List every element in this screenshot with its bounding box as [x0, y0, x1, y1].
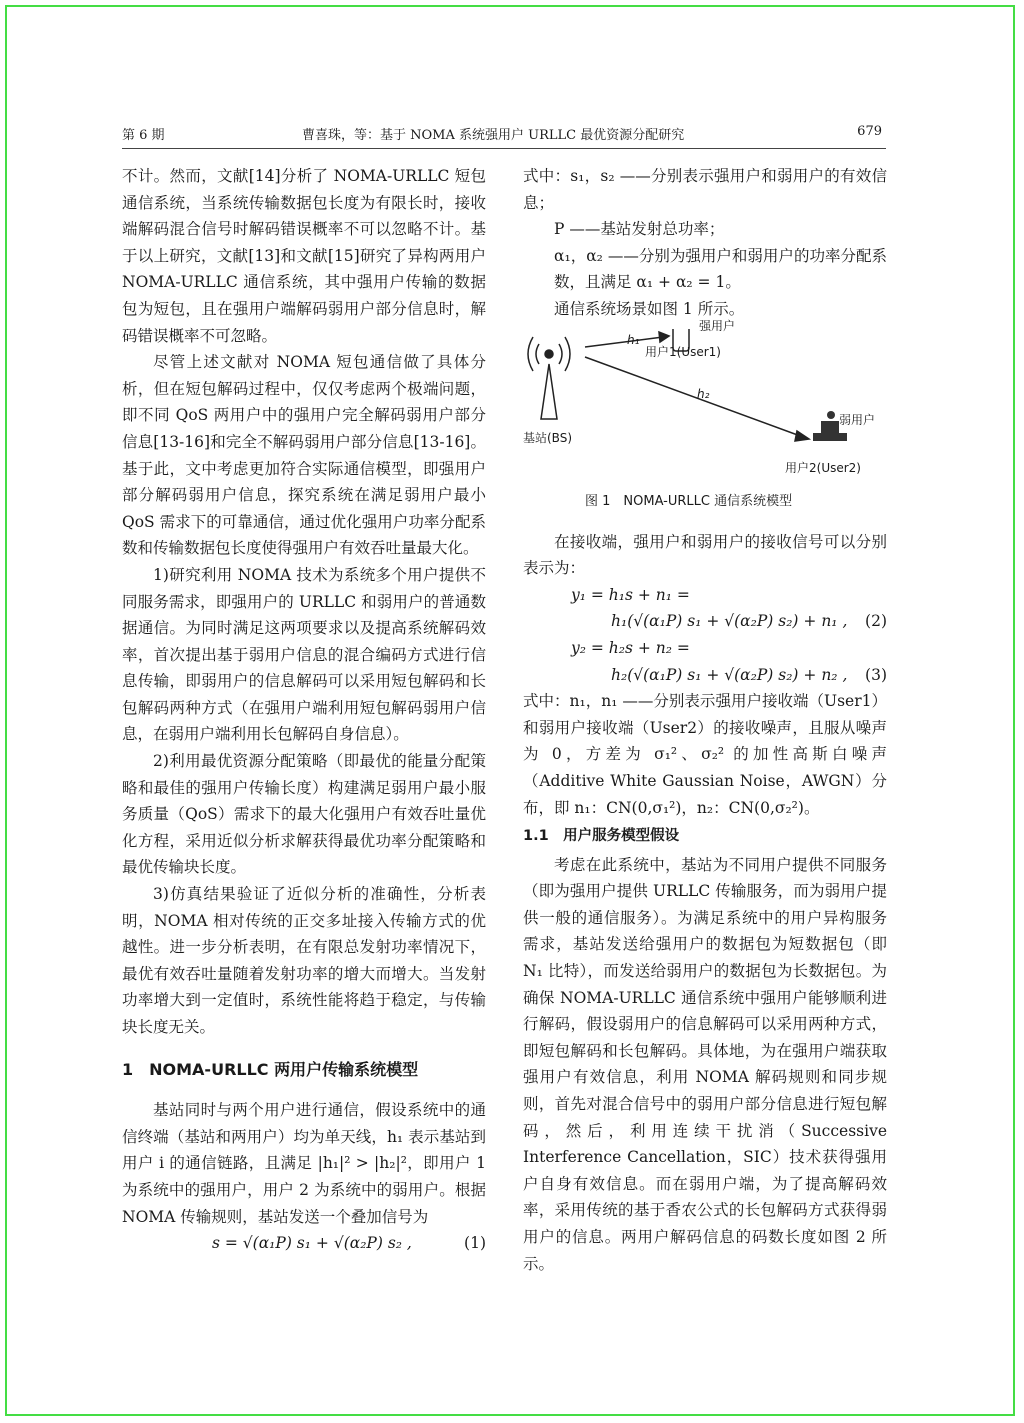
equation-body: y₂ = h₂s + n₂ = [571, 638, 690, 657]
equation-number: (2) [865, 612, 887, 631]
equation-1 [122, 1230, 486, 1257]
equation-body: s = √(α₁P) s₁ + √(α₂P) s₂ , [212, 1234, 412, 1253]
equation-body: y₁ = h₁s + n₁ = [571, 585, 690, 604]
equation-3b [523, 662, 887, 689]
section-heading: 1 NOMA-URLLC 两用户传输系统模型 [122, 1059, 419, 1079]
paragraph: 式中：n₁，n₁ ——分别表示强用户接收端（User1）和弱用户接收端（User2）的接收噪声，且服从噪声为 0，方差为 σ₁²、σ₂² 的加性高斯白噪声（Additive White Gaussian Noise，AWGN）分布，即 n₁：CN(0,σ₁²)，n₂：CN(0,σ₂²)。 [523, 692, 887, 817]
definition: P ——基站发射总功率； [554, 220, 725, 239]
paragraph: 考虑在此系统中，基站为不同用户提供不同服务（即为强用户提供 URLLC 传输服务，而为弱用户提供一般的通信服务）。为满足系统中的用户异构服务需求，基站发送给强用户的数据包为短数据包（即 N₁ 比特），而发送给弱用户的数据包为长数据包。为确保 NOMA-URLLC 通信系统中强用户能够顺利进行解码，假设弱用户的信息解码可以采用两种方式，即短包解码和长包解码。具体地，为在强用户端获取强用户有效信息，利用 NOMA 解码规则和同步规则，首先对混合信号中的弱用户部分信息进行短包解码，然后，利用连续干扰消（Successive Interference Cancellation，SIC）技术获得强用户自身有效信息。而在弱用户端，为了提高解码效率，采用传统的基于香农公式的长包解码方式获得弱用户的信息。两用户解码信息的码数长度如图 2 所示。 [523, 855, 887, 1273]
paragraph: 3)仿真结果验证了近似分析的准确性，分析表明，NOMA 相对传统的正交多址接入传输方式的优越性。进一步分析表明，在有限总发射功率情况下，最优有效吞吐量随着发射功率的增大而增大。当发射功率增大到一定值时，系统性能将趋于稳定，与传输块长度无关。 [122, 885, 486, 1036]
definition: 式中：s₁，s₂ ——分别表示强用户和弱用户的有效信息； [523, 167, 887, 212]
right-column [523, 163, 887, 1277]
h2-label: h₂ [697, 386, 710, 401]
figure-caption: 图 1 NOMA-URLLC 通信系统模型 [585, 493, 793, 509]
equation-number: (1) [464, 1234, 486, 1253]
issue-number: 第 6 期 [122, 128, 165, 143]
user1-label: 用户1(User1) [645, 344, 721, 359]
page-number: 679 [857, 124, 882, 139]
paragraph: 不计。然而，文献[14]分析了 NOMA-URLLC 短包通信系统，当系统传输数据包长度为有限长时，接收端解码混合信号时解码错误概率不可以忽略不计。基于以上研究，文献[13]和文献[15]研究了异构两用户 NOMA-URLLC 通信系统，其中强用户传输的数据包为短包，且在强用户端解码弱用户部分信息时，解码错误概率不可忽略。 [122, 167, 486, 345]
paragraph: 1)研究利用 NOMA 技术为系统多个用户提供不同服务需求，即强用户的 URLLC 和弱用户的普通数据通信。为同时满足这两项要求以及提高系统解码效率，首次提出基于弱用户信息的混合编码方式进行信息传输，即弱用户的信息解码可以采用短包解码和长包解码两种方式（在强用户端利用短包解码弱用户信息，在弱用户端利用长包解码自身信息）。 [122, 565, 486, 744]
running-header [122, 124, 882, 144]
left-column [122, 163, 486, 1257]
link-h2-arrow [585, 357, 803, 437]
user2-label: 用户2(User2) [785, 460, 861, 475]
paragraph: 通信系统场景如图 1 所示。 [554, 299, 745, 318]
paragraph: 尽管上述文献对 NOMA 短包通信做了具体分析，但在短包解码过程中，仅仅考虑两个极端问题，即不同 QoS 两用户中的强用户完全解码弱用户部分信息[13-16]和完全不解码弱用户部分信息[13-16]。基于此，文中考虑更加符合实际通信模型，即强用户部分解码弱用户信息，探究系统在满足弱用户最小 QoS 需求下的可靠通信，通过优化强用户功率分配系数和传输数据包长度使得强用户有效吞吐量最大化。 [122, 353, 486, 558]
equation-body: h₁(√(α₁P) s₁ + √(α₂P) s₂) + n₁ , [611, 612, 848, 631]
equation-2b [523, 608, 887, 635]
paragraph: 在接收端，强用户和弱用户的接收信号可以分别表示为： [523, 532, 887, 578]
running-title: 曹喜珠，等：基于 NOMA 系统强用户 URLLC 最优资源分配研究 [302, 128, 685, 143]
definition: α₁，α₂ ——分别为强用户和弱用户的功率分配系数，且满足 α₁ + α₂ = 1。 [554, 246, 887, 292]
h1-label: h₁ [627, 332, 640, 347]
weak-user-label: 弱用户 [839, 412, 876, 427]
equation-number: (3) [865, 665, 887, 684]
equation-3a [523, 635, 887, 662]
base-station-icon [528, 337, 570, 419]
equation-2a [523, 582, 887, 609]
base-station-label: 基站(BS) [523, 430, 573, 445]
subsection-heading: 1.1 用户服务模型假设 [523, 828, 680, 845]
paragraph: 2)利用最优资源分配策略（即最优的能量分配策略和最佳的强用户传输长度）构建满足弱用户最小服务质量（QoS）需求下的最大化强用户有效吞吐量优化方程，采用近似分析求解获得最优功率分配策略和最优传输块长度。 [122, 752, 486, 877]
strong-user-label: 强用户 [699, 318, 736, 333]
equation-body: h₂(√(α₁P) s₁ + √(α₂P) s₂) + n₂ , [611, 665, 848, 684]
figure-1 [523, 318, 887, 529]
paragraph: 基站同时与两个用户进行通信，假设系统中的通信终端（基站和两用户）均为单天线，h₁ 表示基站到用户 i 的通信链路，且满足 |h₁|² > |h₂|²，即用户 1 为系统中的强用户，用户 2 为系统中的弱用户。根据 NOMA 传输规则，基站发送一个叠加信号为 [122, 1101, 486, 1226]
header-rule [122, 148, 886, 149]
